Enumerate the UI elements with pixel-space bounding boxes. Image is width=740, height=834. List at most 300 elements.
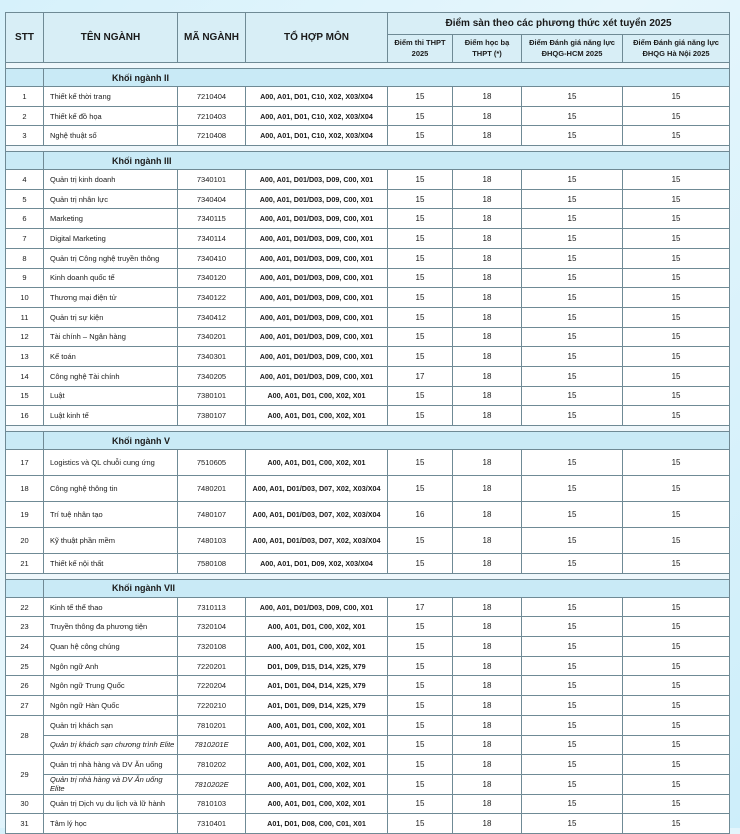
score-dgnl-hcm-cell: 15	[522, 386, 623, 406]
score-dgnl-hcm-cell: 15	[522, 87, 623, 107]
major-name-cell: Quản trị nhân lực	[44, 189, 178, 209]
major-code-cell: 7580108	[178, 554, 246, 574]
score-hocba-cell: 18	[453, 528, 522, 554]
major-name-cell: Kinh tế thể thao	[44, 597, 178, 617]
table-row	[6, 502, 730, 528]
major-name-cell: Quản trị Công nghệ truyền thông	[44, 248, 178, 268]
header-method-dgnl-hcm: Điểm Đánh giá năng lực ĐHQG-HCM 2025	[522, 35, 623, 63]
score-dgnl-hcm-cell: 15	[522, 268, 623, 288]
score-dgnl-hcm-cell: 15	[522, 528, 623, 554]
stt-cell: 27	[6, 696, 44, 716]
score-thpt-cell: 15	[388, 248, 453, 268]
score-hocba-cell: 18	[453, 696, 522, 716]
score-thpt-cell: 15	[388, 755, 453, 775]
major-name-cell: Tài chính – Ngân hàng	[44, 327, 178, 347]
score-dgnl-hcm-cell: 15	[522, 366, 623, 386]
header-stt: STT	[6, 13, 44, 63]
subject-combo-cell: A00, A01, D01, C00, X02, X01	[246, 617, 388, 637]
subject-combo-cell: D01, D09, D15, D14, X25, X79	[246, 656, 388, 676]
score-dgnl-hcm-cell: 15	[522, 189, 623, 209]
table-row	[6, 794, 730, 814]
major-name-cell: Digital Marketing	[44, 229, 178, 249]
major-name-cell: Luật	[44, 386, 178, 406]
table-header	[6, 13, 730, 63]
major-name-cell: Công nghệ thông tin	[44, 476, 178, 502]
score-dgnl-hn-cell: 15	[623, 189, 730, 209]
subject-combo-cell: A00, A01, D01, C00, X02, X01	[246, 386, 388, 406]
major-code-cell: 7340114	[178, 229, 246, 249]
score-dgnl-hcm-cell: 15	[522, 248, 623, 268]
major-name-cell: Thương mại điện tử	[44, 288, 178, 308]
stt-cell: 12	[6, 327, 44, 347]
score-thpt-cell: 15	[388, 189, 453, 209]
major-code-cell: 7810103	[178, 794, 246, 814]
score-dgnl-hcm-cell: 15	[522, 554, 623, 574]
major-code-cell: 7810201E	[178, 735, 246, 755]
score-dgnl-hcm-cell: 15	[522, 476, 623, 502]
major-name-cell: Tâm lý học	[44, 814, 178, 834]
score-thpt-cell: 15	[388, 327, 453, 347]
major-code-cell: 7310113	[178, 597, 246, 617]
major-code-cell: 7810202	[178, 755, 246, 775]
major-name-cell: Thiết kế đồ họa	[44, 106, 178, 126]
subject-combo-cell: A00, A01, D01/D03, D09, C00, X01	[246, 288, 388, 308]
score-thpt-cell: 15	[388, 209, 453, 229]
stt-cell: 22	[6, 597, 44, 617]
score-thpt-cell: 15	[388, 814, 453, 834]
subject-combo-cell: A00, A01, D01, C10, X02, X03/X04	[246, 87, 388, 107]
major-code-cell: 7480201	[178, 476, 246, 502]
table-body	[6, 63, 730, 834]
score-hocba-cell: 18	[453, 814, 522, 834]
stt-cell: 6	[6, 209, 44, 229]
score-hocba-cell: 18	[453, 450, 522, 476]
score-hocba-cell: 18	[453, 656, 522, 676]
admission-score-table	[5, 12, 730, 834]
score-thpt-cell: 16	[388, 502, 453, 528]
score-dgnl-hcm-cell: 15	[522, 327, 623, 347]
major-code-cell: 7380107	[178, 406, 246, 426]
stt-cell: 17	[6, 450, 44, 476]
stt-cell: 19	[6, 502, 44, 528]
score-dgnl-hn-cell: 15	[623, 637, 730, 657]
stt-cell: 8	[6, 248, 44, 268]
major-name-cell: Quản trị khách sạn chương trình Elite	[44, 735, 178, 755]
score-thpt-cell: 15	[388, 450, 453, 476]
table-row	[6, 715, 730, 735]
score-hocba-cell: 18	[453, 268, 522, 288]
major-code-cell: 7480103	[178, 528, 246, 554]
score-thpt-cell: 15	[388, 288, 453, 308]
score-dgnl-hn-cell: 15	[623, 676, 730, 696]
score-dgnl-hcm-cell: 15	[522, 307, 623, 327]
stt-cell: 3	[6, 126, 44, 146]
score-hocba-cell: 18	[453, 170, 522, 190]
score-thpt-cell: 15	[388, 386, 453, 406]
score-hocba-cell: 18	[453, 617, 522, 637]
stt-cell: 28	[6, 715, 44, 754]
subject-combo-cell: A00, A01, D01, C00, X02, X01	[246, 715, 388, 735]
major-code-cell: 7220201	[178, 656, 246, 676]
score-dgnl-hn-cell: 15	[623, 715, 730, 735]
score-dgnl-hcm-cell: 15	[522, 715, 623, 735]
subject-combo-cell: A00, A01, D01, C00, X02, X01	[246, 774, 388, 794]
subject-combo-cell: A00, A01, D01/D03, D09, C00, X01	[246, 327, 388, 347]
major-code-cell: 7480107	[178, 502, 246, 528]
group-header-row	[6, 152, 730, 170]
subject-combo-cell: A00, A01, D01, C10, X02, X03/X04	[246, 126, 388, 146]
subject-combo-cell: A01, D01, D09, D14, X25, X79	[246, 696, 388, 716]
score-hocba-cell: 18	[453, 597, 522, 617]
stt-cell: 14	[6, 366, 44, 386]
subject-combo-cell: A00, A01, D01/D03, D09, C00, X01	[246, 307, 388, 327]
score-thpt-cell: 15	[388, 617, 453, 637]
score-dgnl-hn-cell: 15	[623, 774, 730, 794]
subject-combo-cell: A00, A01, D01/D03, D07, X02, X03/X04	[246, 528, 388, 554]
score-hocba-cell: 18	[453, 735, 522, 755]
score-dgnl-hn-cell: 15	[623, 406, 730, 426]
score-thpt-cell: 15	[388, 656, 453, 676]
major-code-cell: 7310401	[178, 814, 246, 834]
stt-cell: 26	[6, 676, 44, 696]
score-dgnl-hcm-cell: 15	[522, 637, 623, 657]
major-code-cell: 7210403	[178, 106, 246, 126]
major-code-cell: 7340122	[178, 288, 246, 308]
table-row	[6, 170, 730, 190]
major-name-cell: Kinh doanh quốc tế	[44, 268, 178, 288]
table-row	[6, 656, 730, 676]
score-dgnl-hcm-cell: 15	[522, 106, 623, 126]
table-row	[6, 696, 730, 716]
stt-cell: 30	[6, 794, 44, 814]
stt-cell: 20	[6, 528, 44, 554]
score-dgnl-hn-cell: 15	[623, 735, 730, 755]
stt-cell: 13	[6, 347, 44, 367]
group-name: Khối ngành V	[44, 432, 730, 450]
stt-cell: 21	[6, 554, 44, 574]
score-dgnl-hcm-cell: 15	[522, 126, 623, 146]
score-hocba-cell: 18	[453, 774, 522, 794]
major-code-cell: 7220204	[178, 676, 246, 696]
subject-combo-cell: A00, A01, D01/D03, D09, C00, X01	[246, 248, 388, 268]
score-hocba-cell: 18	[453, 87, 522, 107]
table-row	[6, 248, 730, 268]
major-name-cell: Quản trị Dịch vụ du lịch và lữ hành	[44, 794, 178, 814]
score-dgnl-hcm-cell: 15	[522, 288, 623, 308]
table-row	[6, 126, 730, 146]
score-dgnl-hcm-cell: 15	[522, 814, 623, 834]
group-header-row	[6, 432, 730, 450]
major-code-cell: 7340205	[178, 366, 246, 386]
table-row	[6, 386, 730, 406]
stt-cell: 5	[6, 189, 44, 209]
stt-cell: 23	[6, 617, 44, 637]
score-dgnl-hn-cell: 15	[623, 656, 730, 676]
major-code-cell: 7510605	[178, 450, 246, 476]
score-dgnl-hcm-cell: 15	[522, 774, 623, 794]
score-dgnl-hcm-cell: 15	[522, 656, 623, 676]
score-hocba-cell: 18	[453, 288, 522, 308]
major-name-cell: Quan hệ công chúng	[44, 637, 178, 657]
score-dgnl-hn-cell: 15	[623, 248, 730, 268]
group-header-row	[6, 579, 730, 597]
score-thpt-cell: 15	[388, 170, 453, 190]
major-name-cell: Kế toán	[44, 347, 178, 367]
score-dgnl-hn-cell: 15	[623, 528, 730, 554]
score-thpt-cell: 15	[388, 106, 453, 126]
score-hocba-cell: 18	[453, 502, 522, 528]
table-row	[6, 774, 730, 794]
subject-combo-cell: A00, A01, D01, C00, X02, X01	[246, 755, 388, 775]
score-thpt-cell: 15	[388, 87, 453, 107]
table-row	[6, 406, 730, 426]
score-dgnl-hcm-cell: 15	[522, 696, 623, 716]
subject-combo-cell: A01, D01, D08, C00, C01, X01	[246, 814, 388, 834]
major-name-cell: Luật kinh tế	[44, 406, 178, 426]
score-thpt-cell: 15	[388, 307, 453, 327]
subject-combo-cell: A00, A01, D01/D03, D09, C00, X01	[246, 347, 388, 367]
subject-combo-cell: A00, A01, D01/D03, D09, C00, X01	[246, 268, 388, 288]
score-hocba-cell: 18	[453, 794, 522, 814]
group-header-row	[6, 69, 730, 87]
score-hocba-cell: 18	[453, 229, 522, 249]
major-code-cell: 7340201	[178, 327, 246, 347]
score-dgnl-hcm-cell: 15	[522, 406, 623, 426]
score-dgnl-hcm-cell: 15	[522, 170, 623, 190]
score-hocba-cell: 18	[453, 476, 522, 502]
table-row	[6, 617, 730, 637]
score-hocba-cell: 18	[453, 676, 522, 696]
score-dgnl-hn-cell: 15	[623, 106, 730, 126]
major-name-cell: Kỹ thuật phần mềm	[44, 528, 178, 554]
score-hocba-cell: 18	[453, 189, 522, 209]
score-dgnl-hn-cell: 15	[623, 617, 730, 637]
score-dgnl-hcm-cell: 15	[522, 209, 623, 229]
admission-table-container	[5, 12, 729, 834]
table-row	[6, 189, 730, 209]
stt-cell: 7	[6, 229, 44, 249]
major-name-cell: Nghệ thuật số	[44, 126, 178, 146]
major-code-cell: 7340115	[178, 209, 246, 229]
score-hocba-cell: 18	[453, 106, 522, 126]
table-row	[6, 735, 730, 755]
group-name: Khối ngành II	[44, 69, 730, 87]
table-row	[6, 814, 730, 834]
score-dgnl-hn-cell: 15	[623, 502, 730, 528]
header-name: TÊN NGÀNH	[44, 13, 178, 63]
score-thpt-cell: 15	[388, 794, 453, 814]
subject-combo-cell: A00, A01, D01/D03, D09, C00, X01	[246, 189, 388, 209]
score-dgnl-hn-cell: 15	[623, 476, 730, 502]
table-row	[6, 288, 730, 308]
major-name-cell: Thiết kế nội thất	[44, 554, 178, 574]
score-dgnl-hn-cell: 15	[623, 814, 730, 834]
score-dgnl-hcm-cell: 15	[522, 735, 623, 755]
score-dgnl-hcm-cell: 15	[522, 597, 623, 617]
major-code-cell: 7340404	[178, 189, 246, 209]
table-row	[6, 307, 730, 327]
header-method-hocba: Điểm học bạ THPT (*)	[453, 35, 522, 63]
stt-cell: 16	[6, 406, 44, 426]
subject-combo-cell: A00, A01, D01, C00, X02, X01	[246, 794, 388, 814]
major-code-cell: 7210408	[178, 126, 246, 146]
score-hocba-cell: 18	[453, 366, 522, 386]
score-hocba-cell: 18	[453, 209, 522, 229]
score-dgnl-hcm-cell: 15	[522, 450, 623, 476]
score-dgnl-hn-cell: 15	[623, 755, 730, 775]
score-hocba-cell: 18	[453, 554, 522, 574]
stt-cell: 29	[6, 755, 44, 794]
table-row	[6, 229, 730, 249]
score-thpt-cell: 15	[388, 347, 453, 367]
group-name: Khối ngành III	[44, 152, 730, 170]
stt-cell: 31	[6, 814, 44, 834]
score-dgnl-hn-cell: 15	[623, 327, 730, 347]
stt-cell: 10	[6, 288, 44, 308]
score-dgnl-hcm-cell: 15	[522, 755, 623, 775]
major-code-cell: 7320108	[178, 637, 246, 657]
score-dgnl-hn-cell: 15	[623, 794, 730, 814]
major-code-cell: 7810202E	[178, 774, 246, 794]
major-name-cell: Công nghệ Tài chính	[44, 366, 178, 386]
score-dgnl-hn-cell: 15	[623, 87, 730, 107]
header-combo: TỔ HỢP MÔN	[246, 13, 388, 63]
subject-combo-cell: A00, A01, D01, D09, X02, X03/X04	[246, 554, 388, 574]
header-method-thpt: Điểm thi THPT 2025	[388, 35, 453, 63]
stt-cell: 25	[6, 656, 44, 676]
subject-combo-cell: A00, A01, D01/D03, D09, C00, X01	[246, 597, 388, 617]
score-thpt-cell: 15	[388, 126, 453, 146]
subject-combo-cell: A00, A01, D01/D03, D07, X02, X03/X04	[246, 502, 388, 528]
score-dgnl-hn-cell: 15	[623, 597, 730, 617]
score-dgnl-hn-cell: 15	[623, 268, 730, 288]
major-name-cell: Quản trị sự kiện	[44, 307, 178, 327]
table-row	[6, 347, 730, 367]
major-name-cell: Marketing	[44, 209, 178, 229]
major-code-cell: 7320104	[178, 617, 246, 637]
score-hocba-cell: 18	[453, 386, 522, 406]
score-dgnl-hn-cell: 15	[623, 554, 730, 574]
group-name: Khối ngành VII	[44, 579, 730, 597]
major-name-cell: Quản trị nhà hàng và DV Ăn uống Elite	[44, 774, 178, 794]
major-name-cell: Trí tuệ nhân tạo	[44, 502, 178, 528]
subject-combo-cell: A00, A01, D01/D03, D07, X02, X03/X04	[246, 476, 388, 502]
score-dgnl-hn-cell: 15	[623, 229, 730, 249]
table-row	[6, 637, 730, 657]
stt-cell: 4	[6, 170, 44, 190]
table-row	[6, 528, 730, 554]
table-row	[6, 268, 730, 288]
stt-cell: 24	[6, 637, 44, 657]
stt-cell: 18	[6, 476, 44, 502]
stt-cell: 9	[6, 268, 44, 288]
subject-combo-cell: A00, A01, D01, C00, X02, X01	[246, 450, 388, 476]
score-dgnl-hcm-cell: 15	[522, 617, 623, 637]
score-thpt-cell: 15	[388, 774, 453, 794]
major-code-cell: 7210404	[178, 87, 246, 107]
major-name-cell: Quản trị khách sạn	[44, 715, 178, 735]
score-dgnl-hn-cell: 15	[623, 209, 730, 229]
score-dgnl-hcm-cell: 15	[522, 794, 623, 814]
major-name-cell: Truyền thông đa phương tiện	[44, 617, 178, 637]
score-thpt-cell: 15	[388, 268, 453, 288]
score-thpt-cell: 15	[388, 554, 453, 574]
subject-combo-cell: A00, A01, D01/D03, D09, C00, X01	[246, 366, 388, 386]
stt-cell: 1	[6, 87, 44, 107]
score-thpt-cell: 15	[388, 528, 453, 554]
subject-combo-cell: A00, A01, D01, C00, X02, X01	[246, 735, 388, 755]
table-row	[6, 755, 730, 775]
score-dgnl-hn-cell: 15	[623, 126, 730, 146]
table-row	[6, 554, 730, 574]
score-thpt-cell: 15	[388, 406, 453, 426]
score-hocba-cell: 18	[453, 406, 522, 426]
table-row	[6, 366, 730, 386]
table-row	[6, 209, 730, 229]
table-row	[6, 476, 730, 502]
score-dgnl-hcm-cell: 15	[522, 229, 623, 249]
score-thpt-cell: 15	[388, 637, 453, 657]
score-thpt-cell: 15	[388, 476, 453, 502]
score-hocba-cell: 18	[453, 755, 522, 775]
stt-cell: 15	[6, 386, 44, 406]
score-dgnl-hn-cell: 15	[623, 450, 730, 476]
table-row	[6, 327, 730, 347]
major-code-cell: 7340101	[178, 170, 246, 190]
header-code: MÃ NGÀNH	[178, 13, 246, 63]
major-name-cell: Thiết kế thời trang	[44, 87, 178, 107]
score-hocba-cell: 18	[453, 347, 522, 367]
table-row	[6, 450, 730, 476]
major-name-cell: Ngôn ngữ Trung Quốc	[44, 676, 178, 696]
major-name-cell: Ngôn ngữ Hàn Quốc	[44, 696, 178, 716]
score-hocba-cell: 18	[453, 327, 522, 347]
score-dgnl-hn-cell: 15	[623, 170, 730, 190]
score-hocba-cell: 18	[453, 248, 522, 268]
major-code-cell: 7340120	[178, 268, 246, 288]
table-row	[6, 87, 730, 107]
major-code-cell: 7810201	[178, 715, 246, 735]
major-code-cell: 7380101	[178, 386, 246, 406]
major-name-cell: Logistics và QL chuỗi cung ứng	[44, 450, 178, 476]
score-thpt-cell: 17	[388, 597, 453, 617]
score-dgnl-hn-cell: 15	[623, 347, 730, 367]
subject-combo-cell: A01, D01, D04, D14, X25, X79	[246, 676, 388, 696]
score-hocba-cell: 18	[453, 637, 522, 657]
header-scores-title: Điểm sàn theo các phương thức xét tuyển 2025	[388, 13, 730, 35]
major-code-cell: 7340301	[178, 347, 246, 367]
score-dgnl-hn-cell: 15	[623, 288, 730, 308]
subject-combo-cell: A00, A01, D01, C10, X02, X03/X04	[246, 106, 388, 126]
subject-combo-cell: A00, A01, D01/D03, D09, C00, X01	[246, 229, 388, 249]
score-dgnl-hcm-cell: 15	[522, 676, 623, 696]
stt-cell: 11	[6, 307, 44, 327]
stt-cell: 2	[6, 106, 44, 126]
subject-combo-cell: A00, A01, D01, C00, X02, X01	[246, 406, 388, 426]
score-thpt-cell: 17	[388, 366, 453, 386]
major-code-cell: 7340410	[178, 248, 246, 268]
table-row	[6, 106, 730, 126]
score-dgnl-hcm-cell: 15	[522, 347, 623, 367]
score-dgnl-hcm-cell: 15	[522, 502, 623, 528]
score-thpt-cell: 15	[388, 735, 453, 755]
header-method-dgnl-hn: Điểm Đánh giá năng lực ĐHQG Hà Nội 2025	[623, 35, 730, 63]
subject-combo-cell: A00, A01, D01/D03, D09, C00, X01	[246, 209, 388, 229]
subject-combo-cell: A00, A01, D01/D03, D09, C00, X01	[246, 170, 388, 190]
subject-combo-cell: A00, A01, D01, C00, X02, X01	[246, 637, 388, 657]
score-hocba-cell: 18	[453, 715, 522, 735]
table-row	[6, 597, 730, 617]
